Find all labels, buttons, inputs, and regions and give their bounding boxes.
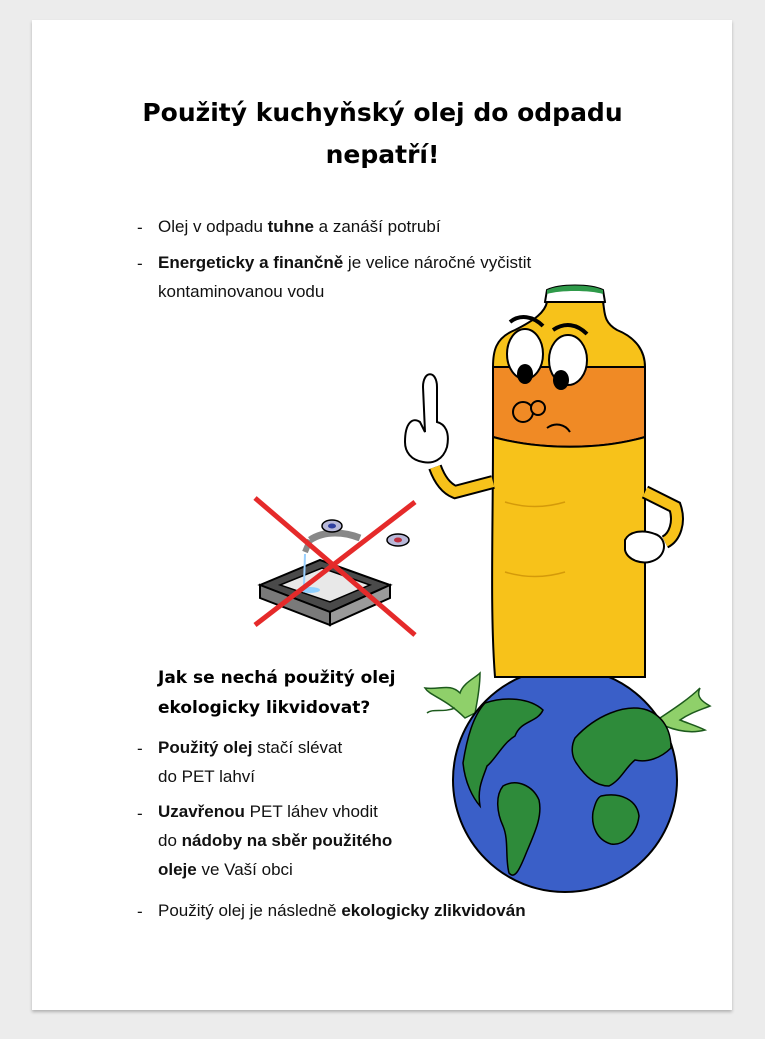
title-line-1: Použitý kuchyňský olej do odpadu [142, 98, 623, 127]
bullet-bold: tuhne [267, 217, 314, 236]
bullet-text: Olej v odpadu [158, 217, 268, 236]
bullet-text: je velice náročné vyčistit [343, 253, 532, 272]
bullet-bottom-1 [158, 733, 342, 791]
bullet-top-1 [158, 212, 441, 241]
bullet-dash: - [137, 218, 143, 237]
earth-globe-icon [425, 668, 715, 900]
bullet-text: do PET lahví [158, 767, 256, 786]
bullet-text: Použitý olej je následně [158, 901, 342, 920]
title-line-2: nepatří! [325, 140, 440, 169]
bullet-bold: oleje [158, 860, 197, 879]
bullet-text: kontaminovanou vodu [158, 282, 325, 301]
bullet-dash: - [137, 739, 143, 758]
bullet-bottom-3 [158, 896, 526, 925]
bullet-bold: ekologicky zlikvidován [341, 901, 526, 920]
section-heading-line-1: Jak se nechá použitý olej [158, 668, 396, 688]
bullet-text: PET láhev vhodit [244, 802, 378, 821]
bullet-dash: - [137, 254, 143, 273]
bullet-text: ve Vaší obci [196, 860, 293, 879]
bullet-bottom-2 [158, 797, 392, 884]
bullet-bold: nádoby na sběr použitého [181, 831, 393, 850]
oil-bottle-mascot-icon [375, 282, 695, 682]
bullet-text: a zanáší potrubí [313, 217, 441, 236]
bullet-bold: Použitý olej [158, 738, 253, 757]
bullet-dash: - [137, 804, 143, 823]
bullet-text: stačí slévat [252, 738, 343, 757]
bullet-dash: - [137, 902, 143, 921]
bullet-text: do [158, 831, 182, 850]
section-heading-line-2: ekologicky likvidovat? [158, 698, 371, 718]
bullet-bold: Energeticky a finančně [158, 253, 344, 272]
bullet-bold: Uzavřenou [158, 802, 245, 821]
section-heading [158, 663, 395, 723]
page-title [0, 92, 765, 176]
